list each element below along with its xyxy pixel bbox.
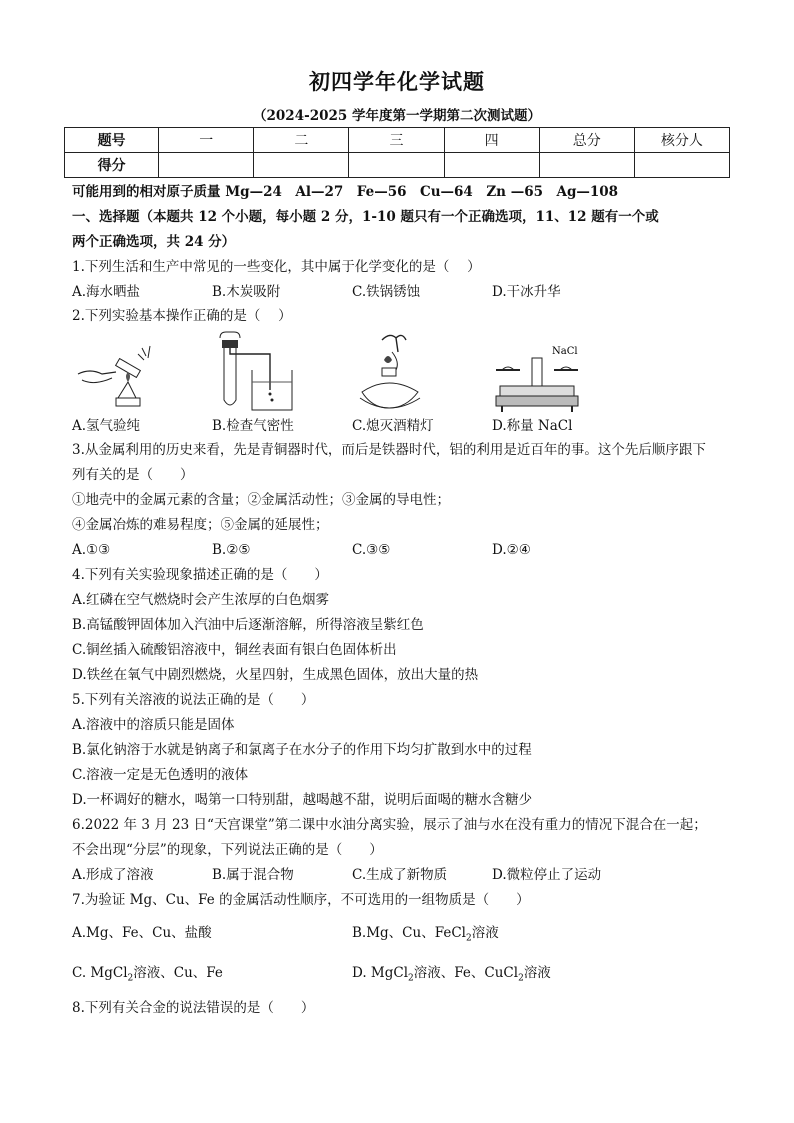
- hydrogen-test-image: [72, 334, 156, 412]
- score-blank: [349, 153, 444, 178]
- question-2-stem: 2.下列实验基本操作正确的是（ ）: [72, 308, 292, 324]
- score-cell: 核分人: [634, 128, 729, 153]
- q6-option-a: A.形成了溶液: [72, 867, 154, 883]
- question-3-stem: 3.从金属利用的历史来看，先是青铜器时代，而后是铁器时代，铝的利用是近百年的事。这个先后顺序跟下: [72, 442, 706, 458]
- page-subtitle: （2024-2025 学年度第一学期第二次测试题）: [253, 108, 541, 124]
- q3-option-d: D.②④: [492, 542, 531, 558]
- q6-option-c: C.生成了新物质: [352, 867, 448, 883]
- q1-option-d: D.干冰升华: [492, 284, 561, 300]
- q2-option-a: A.氢气验纯: [72, 418, 141, 434]
- score-table-score-row: [65, 153, 730, 178]
- question-3-items-cont: ④金属冶炼的难易程度；⑤金属的延展性；: [72, 517, 329, 533]
- q5-option-d: D.一杯调好的糖水，喝第一口特别甜，越喝越不甜，说明后面喝的糖水含糖少: [72, 792, 533, 808]
- airtightness-image: [212, 330, 302, 414]
- q2-option-d: D.称量 NaCl: [492, 418, 573, 434]
- q5-option-a: A.溶液中的溶质只能是固体: [72, 717, 235, 733]
- q6-option-b: B.属于混合物: [212, 867, 294, 883]
- score-blank: [539, 153, 634, 178]
- score-cell: 二: [254, 128, 349, 153]
- score-blank: [159, 153, 254, 178]
- q7-option-a: A.Mg、Fe、Cu、盐酸: [72, 925, 212, 941]
- score-cell: 三: [349, 128, 444, 153]
- alcohol-lamp-image: [352, 330, 428, 414]
- q2-option-b: B.检查气密性: [212, 418, 294, 434]
- section-heading: 一、选择题（本题共 12 个小题，每小题 2 分，1-10 题只有一个正确选项，11、12 题有一个或: [72, 209, 659, 225]
- q7-option-d: D. MgCl$_2$溶液、Fe、CuCl$_2$溶液: [352, 965, 551, 984]
- q3-option-b: B.②⑤: [212, 542, 251, 558]
- question-8-stem: 8.下列有关合金的说法错误的是（ ）: [72, 1000, 315, 1016]
- q4-option-c: C.铜丝插入硫酸铝溶液中，铜丝表面有银白色固体析出: [72, 642, 397, 658]
- score-blank: [634, 153, 729, 178]
- question-5-stem: 5.下列有关溶液的说法正确的是（ ）: [72, 692, 315, 708]
- question-7-stem: 7.为验证 Mg、Cu、Fe 的金属活动性顺序，不可选用的一组物质是（ ）: [72, 892, 530, 908]
- score-table: [64, 127, 730, 178]
- q2-option-c: C.熄灭酒精灯: [352, 418, 434, 434]
- question-6-stem: 6.2022 年 3 月 23 日“天宫课堂”第二课中水油分离实验，展示了油与水在没有重力的情况下混合在一起；: [72, 817, 707, 833]
- q1-option-c: C.铁锅锈蚀: [352, 284, 421, 300]
- q7-option-b: B.Mg、Cu、FeCl$_2$溶液: [352, 925, 499, 944]
- question-3-items: ①地壳中的金属元素的含量；②金属活动性；③金属的导电性；: [72, 492, 450, 508]
- score-cell: 总分: [539, 128, 634, 153]
- q6-option-d: D.微粒停止了运动: [492, 867, 602, 883]
- score-table-header-row: [65, 128, 730, 153]
- q3-option-a: A.①③: [72, 542, 111, 558]
- section-heading-cont: 两个正确选项，共 24 分）: [72, 234, 236, 250]
- balance-image: [492, 340, 582, 416]
- q4-option-a: A.红磷在空气燃烧时会产生浓厚的白色烟雾: [72, 592, 330, 608]
- question-3-stem-cont: 列有关的是（ ）: [72, 467, 194, 483]
- q5-option-b: B.氯化钠溶于水就是钠离子和氯离子在水分子的作用下均匀扩散到水中的过程: [72, 742, 532, 758]
- q4-option-d: D.铁丝在氧气中剧烈燃烧，火星四射，生成黑色固体，放出大量的热: [72, 667, 479, 683]
- question-1-stem: 1.下列生活和生产中常见的一些变化，其中属于化学变化的是（ ）: [72, 259, 481, 275]
- q1-option-b: B.木炭吸附: [212, 284, 281, 300]
- q4-option-b: B.高锰酸钾固体加入汽油中后逐渐溶解，所得溶液呈紫红色: [72, 617, 424, 633]
- question-4-stem: 4.下列有关实验现象描述正确的是（ ）: [72, 567, 328, 583]
- q1-option-a: A.海水晒盐: [72, 284, 141, 300]
- score-cell: 得分: [65, 153, 159, 178]
- score-cell: 题号: [65, 128, 159, 153]
- page-title: 初四学年化学试题: [309, 70, 485, 94]
- score-cell: 四: [444, 128, 539, 153]
- q5-option-c: C.溶液一定是无色透明的液体: [72, 767, 249, 783]
- nacl-label: NaCl: [552, 346, 578, 357]
- question-6-stem-cont: 不会出现“分层”的现象，下列说法正确的是（ ）: [72, 842, 383, 858]
- score-blank: [254, 153, 349, 178]
- score-cell: 一: [159, 128, 254, 153]
- atomic-masses: 可能用到的相对原子质量 Mg—24 Al—27 Fe—56 Cu—64 Zn —65 Ag—108: [72, 184, 619, 200]
- score-blank: [444, 153, 539, 178]
- q3-option-c: C.③⑤: [352, 542, 391, 558]
- q7-option-c: C. MgCl$_2$溶液、Cu、Fe: [72, 965, 223, 984]
